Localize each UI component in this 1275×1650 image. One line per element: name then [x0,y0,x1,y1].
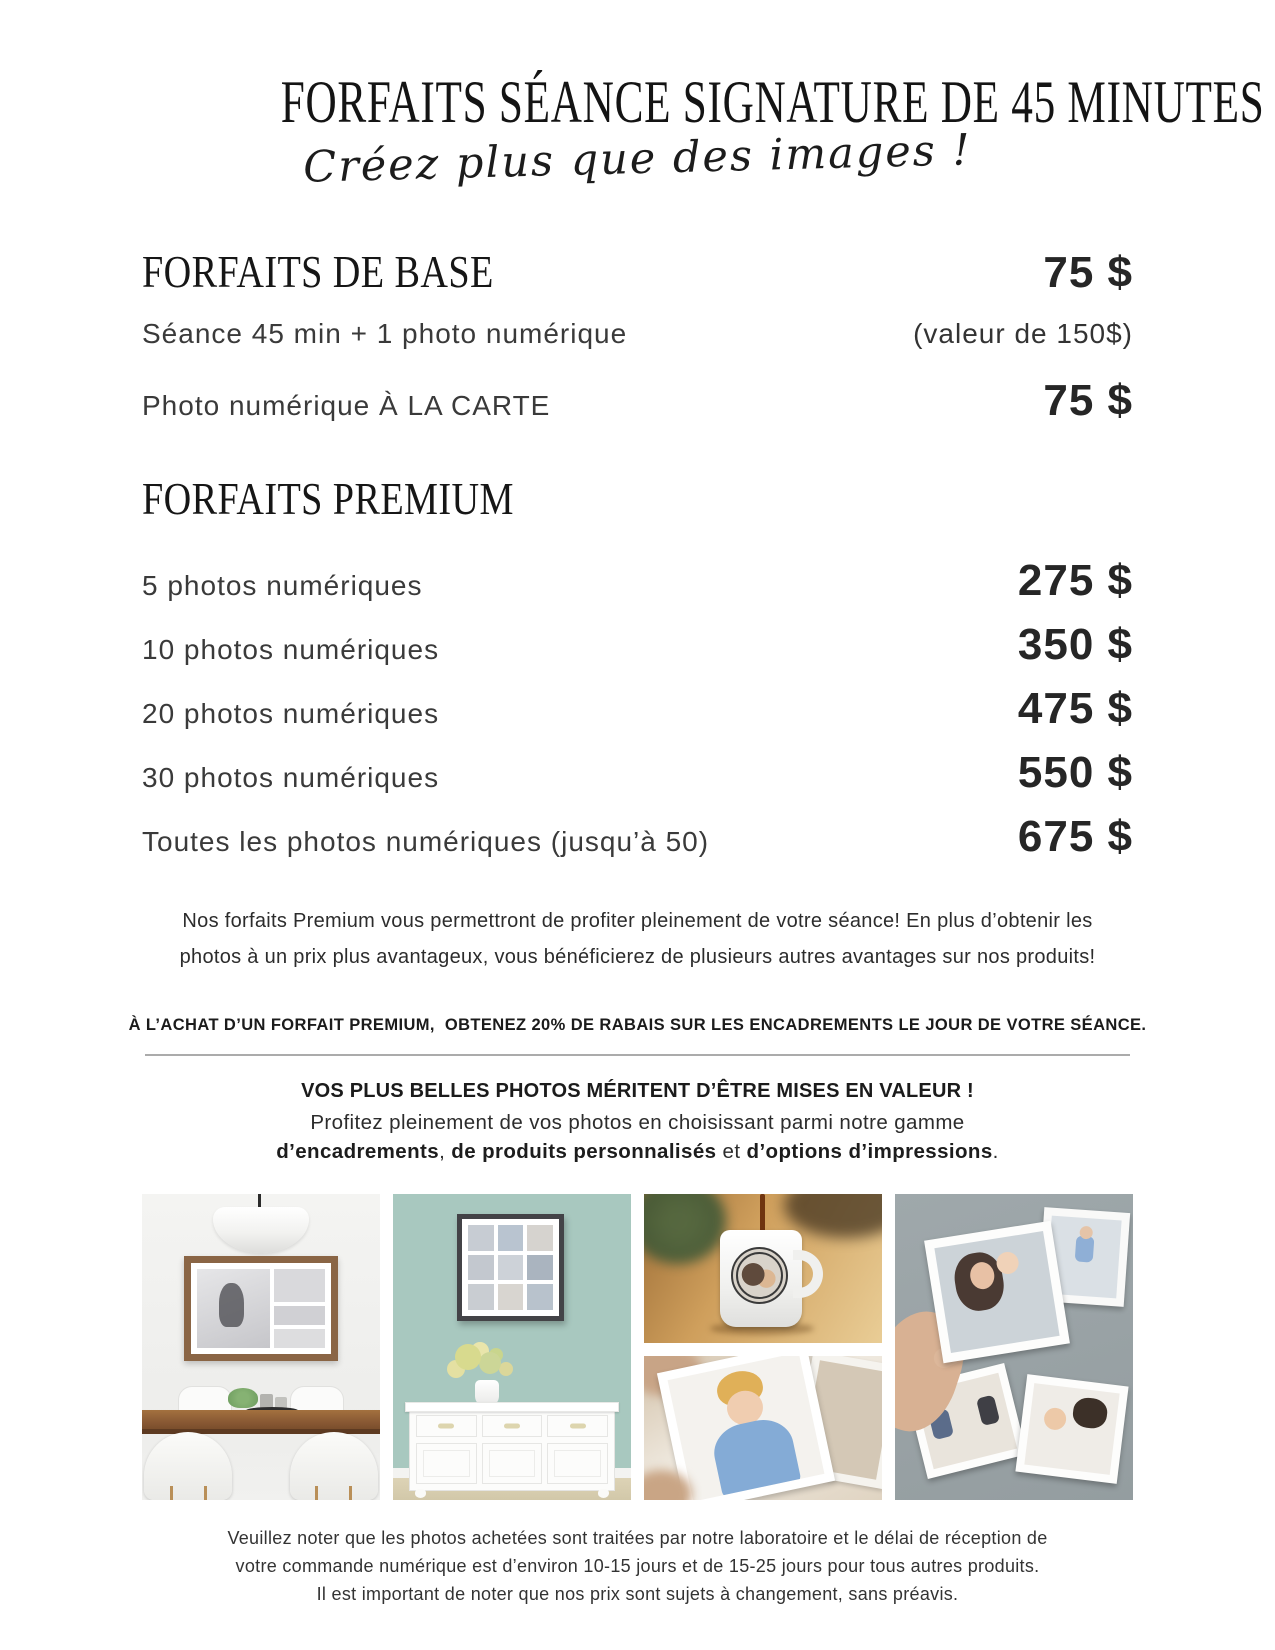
premium-label-10: 10 photos numériques [142,634,440,665]
base-section-header [142,248,1133,298]
premium-heading: FORFAITS PREMIUM [142,473,514,524]
premium-description-line2: photos à un prix plus avantageux, vous bénéficierez de plusieurs autres avantages sur nos produits! [179,946,1096,968]
collage-grid-3x3 [468,1225,553,1310]
products-separator: , [439,1140,452,1163]
photo-custom-mug [644,1194,882,1343]
photo-hand-with-prints [895,1194,1133,1500]
white-dresser [409,1406,615,1491]
premium-price-20: 475 $ [1017,684,1133,733]
premium-price-30: 550 $ [1017,748,1133,797]
print-mom-and-boy [1015,1374,1128,1484]
wood-photo-frame [184,1256,338,1361]
alacarte-price: 75 $ [1043,376,1133,425]
collage-large-photo [197,1269,270,1348]
dark-photo-frame [457,1214,564,1321]
chair-leg [170,1486,173,1500]
collage-small-photo [274,1306,325,1325]
dresser-drawers [416,1415,608,1437]
products-separator: et [716,1140,747,1163]
photo-collage [197,1269,325,1348]
white-mug [720,1230,802,1327]
showcase-products-line [142,1140,1133,1164]
dresser-foot [415,1489,426,1498]
base-heading: FORFAITS DE BASE [142,246,494,297]
premium-row [142,748,1133,798]
premium-label-30: 30 photos numériques [142,762,440,793]
base-session-price: 75 $ [1043,248,1133,297]
blurred-kettle [784,1194,882,1238]
chair-leg [204,1486,207,1500]
products-period: . [992,1140,999,1163]
pendant-lamp [213,1207,309,1253]
footer-note-line2: votre commande numérique est d’environ 10-15 jours et de 15-25 jours pour tous autres produits. [235,1556,1040,1576]
showcase-intro: Profitez pleinement de vos photos en choisissant parmi notre gamme [310,1111,965,1134]
chair-leg [315,1486,318,1500]
products-bold-prints: d’options d’impressions [746,1140,993,1163]
premium-label-all: Toutes les photos numériques (jusqu’à 50) [142,826,710,857]
base-session-value-note: (valeur de 150$) [913,318,1133,349]
showcase-headline: VOS PLUS BELLES PHOTOS MÉRITENT D’ÊTRE MISES EN VALEUR ! [301,1080,974,1102]
premium-price-10: 350 $ [1017,620,1133,669]
table-plant [228,1388,258,1408]
front-chair [290,1432,378,1500]
premium-row [142,556,1133,606]
alacarte-label: Photo numérique À LA CARTE [142,390,551,421]
dresser-doors [416,1443,608,1484]
handwritten-tagline: Créez plus que des images ! [302,125,973,193]
mug-handle [793,1250,823,1298]
premium-price-5: 275 $ [1017,556,1133,605]
collage-small-photo [274,1269,325,1302]
wood-table [142,1410,380,1434]
photo-column-mug-prints [644,1194,882,1500]
product-photo-strip [142,1194,1133,1500]
premium-section-header [142,473,1133,524]
products-bold-frames: d’encadrements [276,1140,440,1163]
front-chair [144,1432,232,1500]
base-row-session [142,318,1133,350]
flower-bouquet [455,1344,481,1370]
blurred-plant [644,1194,726,1264]
base-session-label: Séance 45 min + 1 photo numérique [142,318,628,349]
premium-row [142,812,1133,862]
photo-boy-prints [644,1356,882,1500]
collage-small-photo [274,1329,325,1348]
mug-photo-medallion [731,1247,788,1304]
base-row-alacarte [142,376,1133,426]
page-title: FORFAITS SÉANCE SIGNATURE DE 45 MINUTES [280,69,1265,135]
premium-price-all: 675 $ [1017,812,1133,861]
premium-label-5: 5 photos numériques [142,570,423,601]
section-divider [145,1054,1130,1056]
premium-row [142,620,1133,670]
print-mom-and-baby [924,1221,1070,1363]
premium-description-line1: Nos forfaits Premium vous permettront de profiter pleinement de votre séance! En plus d’obtenir les [182,910,1093,932]
chair-leg [349,1486,352,1500]
toddler-figure [1075,1235,1095,1262]
boy-shirt [709,1414,802,1499]
dresser-foot [598,1489,609,1498]
premium-label-20: 20 photos numériques [142,698,440,729]
footer-note-line1: Veuillez noter que les photos achetées sont traitées par notre laboratoire et le délai de réception de [227,1528,1048,1548]
photo-teal-wall-dresser [393,1194,631,1500]
products-bold-personalized: de produits personnalisés [451,1140,717,1163]
premium-row [142,684,1133,734]
premium-promo-note: À L’ACHAT D’UN FORFAIT PREMIUM, OBTENEZ 20% DE RABAIS SUR LES ENCADREMENTS LE JOUR DE VOTRE SÉANCE. [128,1016,1147,1034]
photo-dining-room-frame [142,1194,380,1500]
flyer-content [128,0,1265,1650]
footer-note-line3: Il est important de noter que nos prix sont sujets à changement, sans préavis. [316,1584,959,1604]
